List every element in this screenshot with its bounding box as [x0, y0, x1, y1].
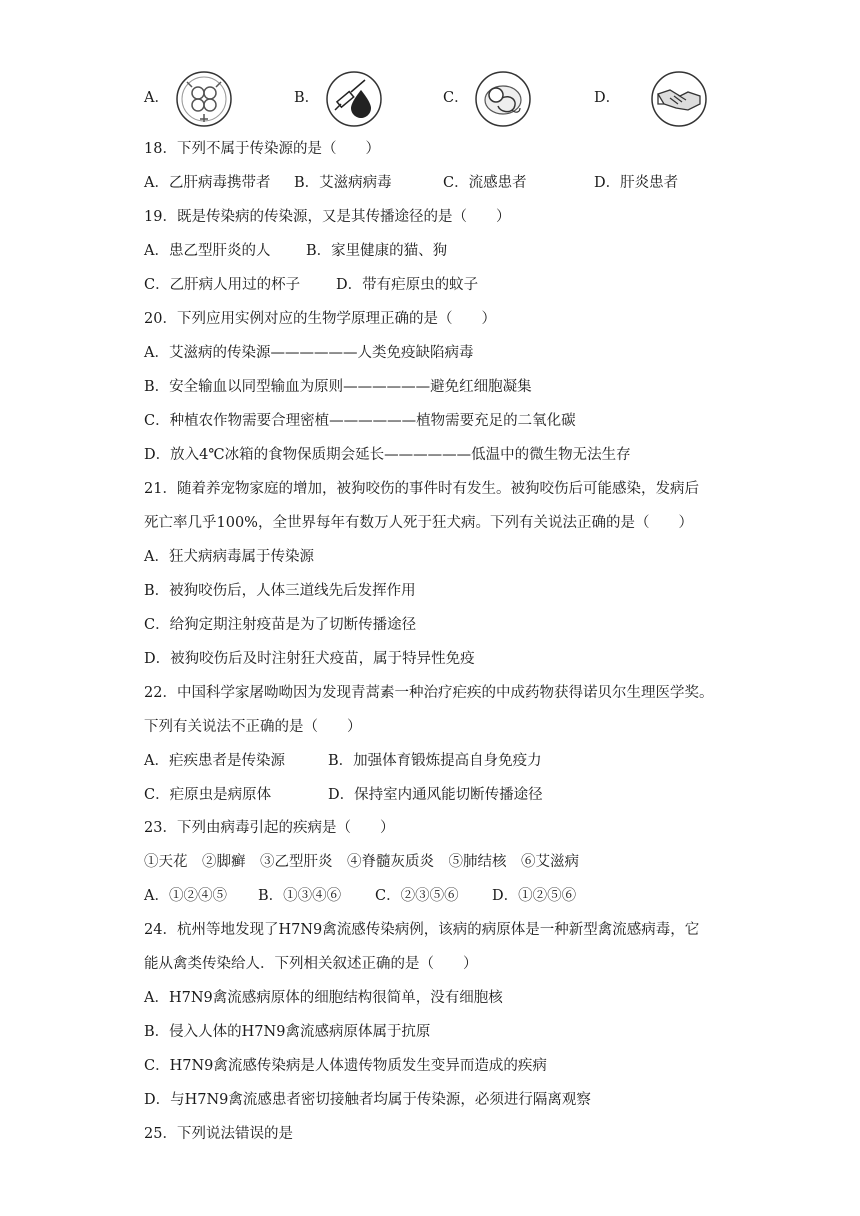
q18-option-a: A．乙肝病毒携带者: [144, 175, 271, 191]
q18-option-d: D．肝炎患者: [594, 175, 679, 191]
fetus-icon: [474, 70, 532, 128]
q19-option-b: B．家里健康的猫、狗: [306, 243, 448, 259]
q21-option-d: D．被狗咬伤后及时注射狂犬疫苗，属于特异性免疫: [144, 651, 475, 667]
question-23-stem: 23．下列由病毒引起的疾病是（ ）: [144, 820, 395, 836]
q18-option-c: C．流感患者: [443, 175, 527, 191]
q20-option-b: B．安全输血以同型输血为原则——————避免红细胞凝集: [144, 379, 532, 395]
q24-option-a: A．H7N9禽流感病原体的细胞结构很简单，没有细胞核: [144, 990, 503, 1006]
q23-option-a: A．①②④⑤: [144, 888, 227, 904]
q23-items: ①天花 ②脚癣 ③乙型肝炎 ④脊髓灰质炎 ⑤肺结核 ⑥艾滋病: [144, 854, 579, 870]
q20-option-c: C．种植农作物需要合理密植——————植物需要充足的二氧化碳: [144, 413, 576, 429]
question-24-stem-line1: 24．杭州等地发现了H7N9禽流感传染病例，该病的病原体是一种新型禽流感病毒，它: [144, 922, 700, 938]
q19-option-c: C．乙肝病人用过的杯子: [144, 277, 301, 293]
q19-option-d: D．带有疟原虫的蚊子: [336, 277, 479, 293]
q22-option-b: B．加强体育锻炼提高自身免疫力: [328, 753, 542, 769]
q24-option-c: C．H7N9禽流感传染病是人体遗传物质发生变异而造成的疾病: [144, 1058, 547, 1074]
question-18-stem: 18．下列不属于传染源的是（ ）: [144, 141, 380, 157]
q21-option-b: B．被狗咬伤后，人体三道线先后发挥作用: [144, 583, 416, 599]
q20-option-a: A．艾滋病的传染源——————人类免疫缺陷病毒: [144, 345, 474, 361]
q19-option-a: A．患乙型肝炎的人: [144, 243, 271, 259]
handshake-icon: [650, 70, 708, 128]
question-25-stem: 25．下列说法错误的是: [144, 1126, 293, 1142]
q24-option-b: B．侵入人体的H7N9禽流感病原体属于抗原: [144, 1024, 431, 1040]
q21-option-c: C．给狗定期注射疫苗是为了切断传播途径: [144, 617, 417, 633]
gender-symbols-icon: [175, 70, 233, 128]
question-21-stem-line1: 21．随着养宠物家庭的增加，被狗咬伤的事件时有发生。被狗咬伤后可能感染，发病后: [144, 481, 699, 497]
q21-option-a: A．狂犬病病毒属于传染源: [144, 549, 314, 565]
question-22-stem-line2: 下列有关说法不正确的是（ ）: [144, 719, 362, 735]
question-22-stem-line1: 22．中国科学家屠呦呦因为发现青蒿素一种治疗疟疾的中成药物获得诺贝尔生理医学奖。: [144, 685, 714, 701]
option-a-label: A．: [144, 90, 169, 106]
question-21-stem-line2: 死亡率几乎100%，全世界每年有数万人死于狂犬病。下列有关说法正确的是（ ）: [144, 515, 693, 531]
blood-drop-syringe-icon: [325, 70, 383, 128]
q23-option-c: C．②③⑤⑥: [375, 888, 459, 904]
q22-option-c: C．疟原虫是病原体: [144, 787, 272, 803]
q23-option-b: B．①③④⑥: [258, 888, 342, 904]
q20-option-d: D．放入4℃冰箱的食物保质期会延长——————低温中的微生物无法生存: [144, 447, 631, 463]
question-19-stem: 19．既是传染病的传染源，又是其传播途径的是（ ）: [144, 209, 511, 225]
question-24-stem-line2: 能从禽类传染给人．下列相关叙述正确的是（ ）: [144, 956, 478, 972]
option-c-label: C．: [443, 90, 469, 106]
q22-option-d: D．保持室内通风能切断传播途径: [328, 787, 543, 803]
option-d-label: D．: [594, 90, 621, 106]
q22-option-a: A．疟疾患者是传染源: [144, 753, 285, 769]
q23-option-d: D．①②⑤⑥: [492, 888, 577, 904]
q24-option-d: D．与H7N9禽流感患者密切接触者均属于传染源，必须进行隔离观察: [144, 1092, 591, 1108]
option-b-label: B．: [294, 90, 320, 106]
q18-option-b: B．艾滋病病毒: [294, 175, 392, 191]
question-20-stem: 20．下列应用实例对应的生物学原理正确的是（ ）: [144, 311, 496, 327]
